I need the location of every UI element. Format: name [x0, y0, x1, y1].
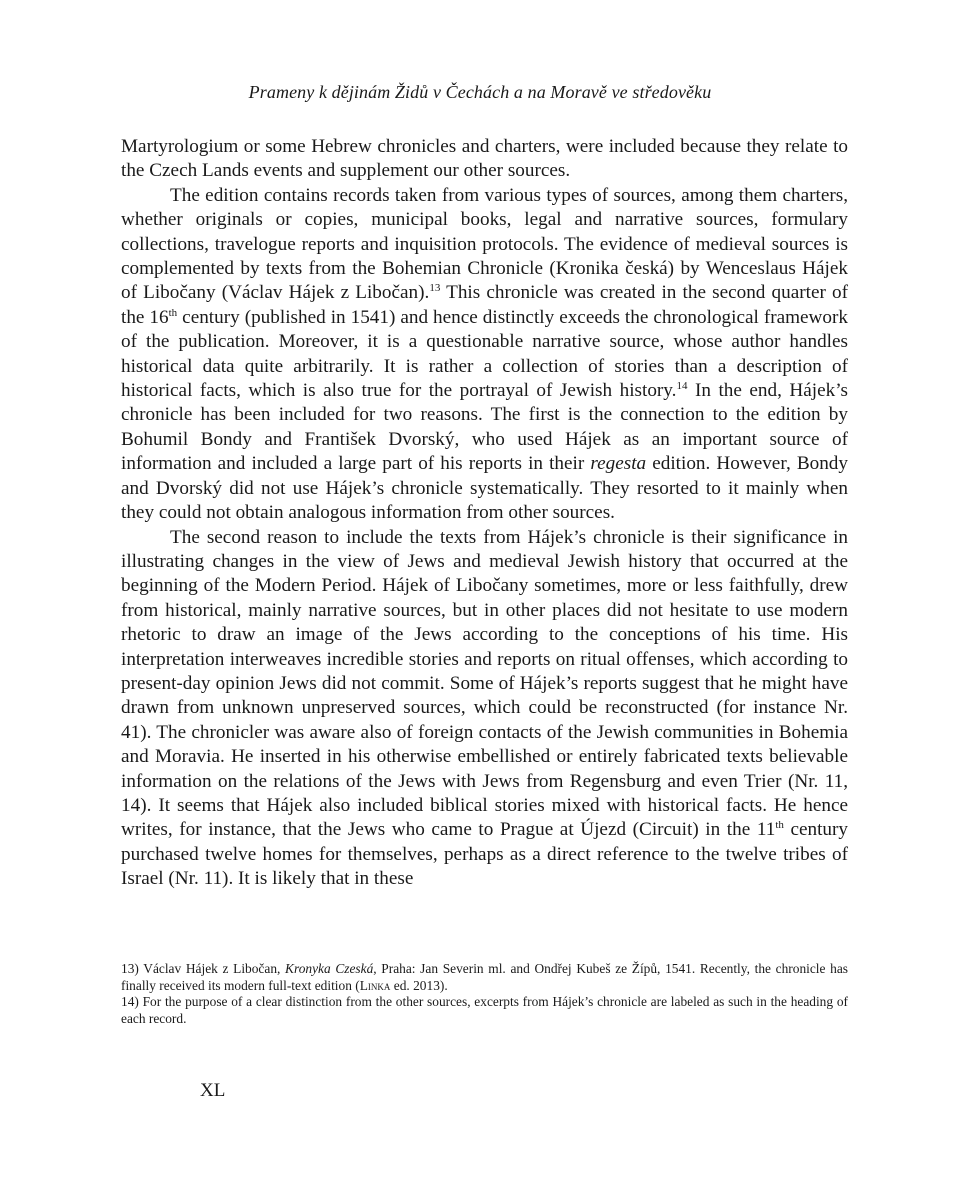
footnote-13-small-caps: Linka [359, 977, 391, 993]
paragraph-3-part-a: The second reason to include the texts from Hájek’s chronicle is their significance in illustrating changes in the view of Jews and medieval Jewish history that occurred at the beginning of the Modern Period. Hájek of Libočany sometimes, more or less faithfully, drew from historical, mainly narrative sources, but in other places did not hesitate to use modern rhetoric to draw an image of the Jews according to the conceptions of his time. His interpretation interweaves incredible stories and reports on ritual offenses, which according to present-day opinion Jews did not commit. Some of Hájek’s reports suggest that he might have drawn from unknown unpreserved sources, which could be reconstructed (for instance Nr. 41). The chronicler was aware also of foreign contacts of the Jewish communities in Bohemia and Moravia. He inserted in his otherwise embellished or entirely fabricated texts believable information on the relations of the Jews with Jews from Regensburg and even Trier (Nr. 11, 14). It seems that Hájek also included biblical stories mixed with historical facts. He hence writes, for instance, that the Jews who came to Prague at Újezd (Circuit) in the 11 [121, 526, 848, 841]
paragraph-2-italic: regesta [590, 453, 647, 475]
ordinal-suffix: th [775, 819, 784, 832]
paragraph-2-part-a: The edition contains records taken from various types of sources, among them charters, whether originals or copies, municipal books, legal and narrative sources, formulary collections, travelogue reports and inquisition protocols. The evidence of medieval sources is complemented by texts from the Bohemian Chronicle (Kronika česká) by Wenceslaus Hájek of Libočany (Václav Hájek z Libočan). [121, 184, 848, 304]
paragraph-2-part-e: edition. However, Bondy and Dvorský did not use Hájek’s chronicle systematically. They resorted to it mainly when they could not obtain analogous information from other sources. [121, 453, 848, 524]
footnote-13-part-c: ed. 2013). [390, 977, 448, 993]
footnote-ref-14: 14 [676, 380, 688, 393]
footnote-13 [121, 961, 848, 994]
footnote-13-italic: Kronyka Czeská [285, 961, 374, 976]
paragraph-2-part-b: This chronicle was created in the second quarter of the 16 [121, 282, 849, 328]
paragraph-2-part-d: In the end, Hájek’s chronicle has been included for two reasons. The first is the connection to the edition by Bohumil Bondy and František Dvorský, who used Hájek as an important source of information and included a large part of his reports in their [121, 380, 848, 475]
paragraph-3 [121, 526, 848, 892]
ordinal-suffix: th [168, 306, 178, 319]
paragraph-2 [121, 184, 848, 526]
body-text [121, 135, 848, 892]
paragraph-3-part-b: century purchased twelve homes for themselves, perhaps as a direct reference to the twelve tribes of Israel (Nr. 11). It is likely that in these [121, 819, 848, 890]
footnote-ref-13: 13 [429, 282, 441, 295]
running-head: Prameny k dějinám Židů v Čechách a na Moravě ve středověku [248, 82, 712, 102]
footnote-13-part-a: 13) Václav Hájek z Libočan, [121, 961, 286, 976]
footnotes [121, 961, 848, 1027]
footnote-14: 14) For the purpose of a clear distinction from the other sources, excerpts from Hájek’s chronicle are labeled as such in the heading of each record. [121, 994, 848, 1026]
paragraph-1: Martyrologium or some Hebrew chronicles and charters, were included because they relate to the Czech Lands events and supplement our other sources. [121, 136, 848, 182]
paragraph-2-part-c: century (published in 1541) and hence distinctly exceeds the chronological framework of the publication. Moreover, it is a questionable narrative source, whose author handles historical data quite arbitrarily. It is rather a collection of stories than a description of historical facts, which is also true for the portrayal of Jewish history. [121, 306, 848, 402]
footnote-13-part-b: , Praha: Jan Severin ml. and Ondřej Kubeš ze Žípů, 1541. Recently, the chronicle has finally received its modern full-text edition ( [121, 961, 848, 993]
page-number: XL [200, 1080, 226, 1101]
